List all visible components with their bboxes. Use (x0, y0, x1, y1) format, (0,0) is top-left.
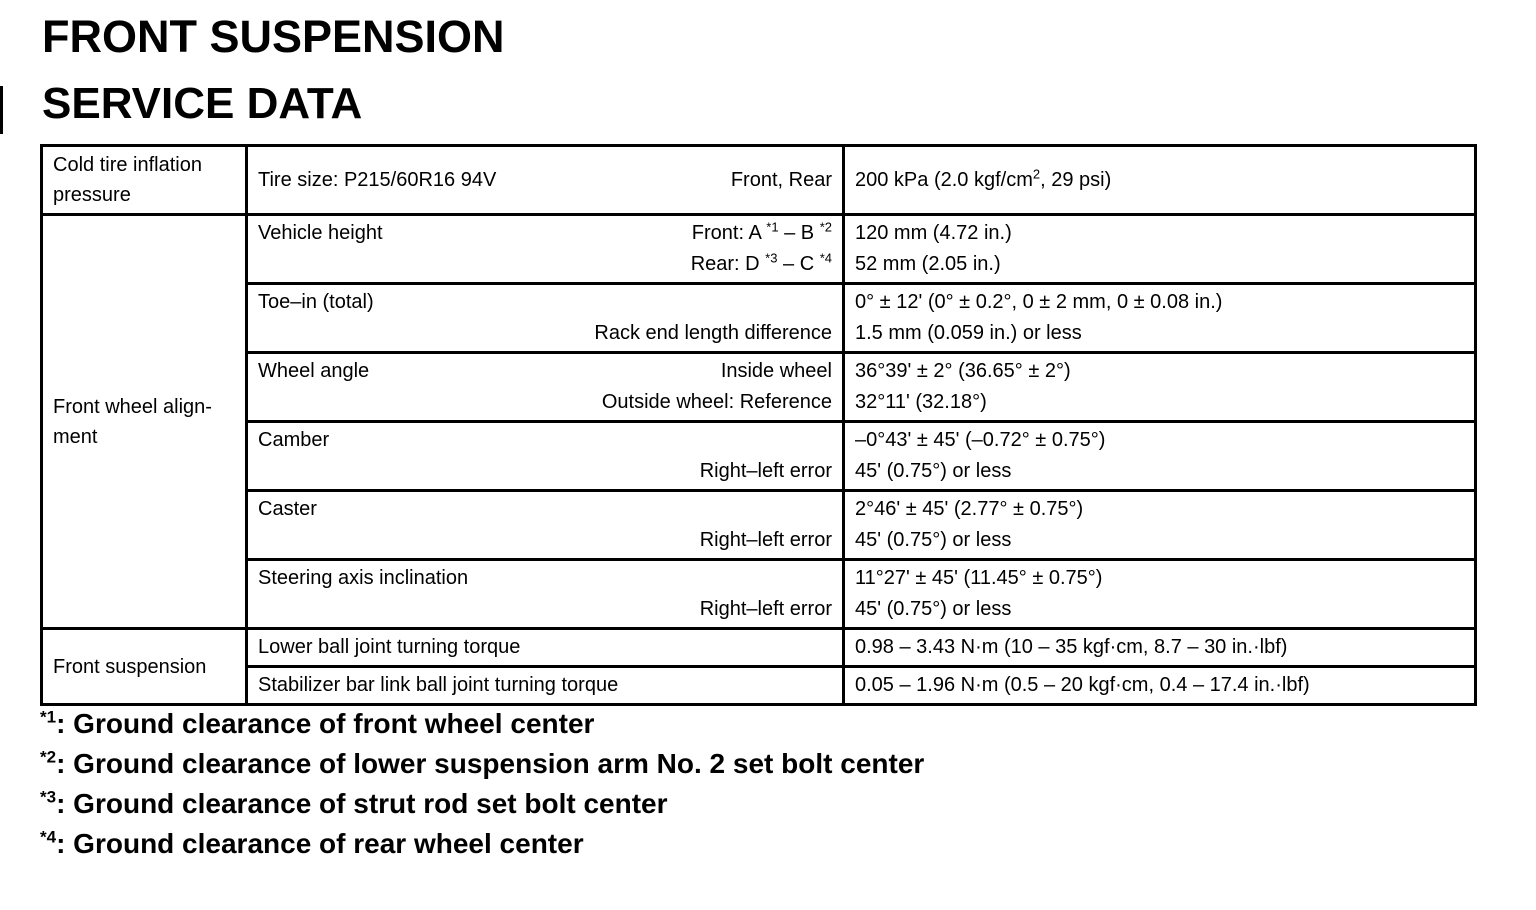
table-row-stabilizer-link (42, 667, 1476, 705)
item-cell-tire-size (247, 146, 844, 215)
page-title: FRONT SUSPENSION (42, 11, 505, 62)
camber-error-label: Right–left error (699, 460, 832, 482)
footnote-3 (40, 784, 924, 824)
camber-error-value: 45' (0.75°) or less (855, 460, 1012, 482)
value-cell-vehicle-height (844, 215, 1476, 284)
item-cell-toe-in (247, 284, 844, 353)
footnote-mark: *2 (40, 747, 57, 767)
tire-pressure-value: 200 kPa (2.0 kgf/cm (855, 168, 1033, 191)
section-title: SERVICE DATA (42, 79, 363, 128)
steering-axis-label: Steering axis inclination (258, 567, 469, 589)
table-row-tire-pressure (42, 146, 1476, 215)
category-cell-front-wheel-alignment: Front wheel align- ment (42, 215, 247, 629)
footnote-4 (40, 824, 924, 864)
tire-condition: Front, Rear (730, 168, 832, 191)
item-cell-caster (247, 491, 844, 560)
caster-label: Caster (258, 498, 317, 520)
item-cell-steering-axis (247, 560, 844, 629)
item-cell-vehicle-height (247, 215, 844, 284)
stabilizer-link-value: 0.05 – 1.96 N·m (0.5 – 20 kgf·cm, 0.4 – 17.4 in.·lbf) (855, 674, 1310, 696)
stabilizer-link-label: Stabilizer bar link ball joint turning torque (258, 674, 619, 696)
item-cell-wheel-angle (247, 353, 844, 422)
caster-value: 2°46' ± 45' (2.77° ± 0.75°) (855, 498, 1084, 520)
inside-wheel-value: 36°39' ± 2° (36.65° ± 2°) (855, 360, 1071, 382)
rack-end-label: Rack end length difference (594, 322, 832, 344)
footnote-2 (40, 744, 924, 784)
rack-end-value: 1.5 mm (0.059 in.) or less (855, 322, 1082, 344)
table-row-caster (42, 491, 1476, 560)
table-row-toe-in (42, 284, 1476, 353)
value-cell-toe-in (844, 284, 1476, 353)
footnote-text: : Ground clearance of front wheel center (56, 708, 595, 739)
steering-axis-value: 11°27' ± 45' (11.45° ± 0.75°) (855, 567, 1103, 589)
value-cell-wheel-angle (844, 353, 1476, 422)
tire-size-label: Tire size: P215/60R16 94V (258, 168, 497, 191)
wheel-angle-label: Wheel angle (258, 360, 370, 382)
table-row-lower-ball-joint (42, 629, 1476, 667)
category-cell-tire-pressure: Cold tire inflation pressure (42, 146, 247, 215)
item-cell-camber (247, 422, 844, 491)
value-cell-tire-pressure (844, 146, 1476, 215)
footnote-mark: *3 (40, 787, 57, 807)
value-cell-caster (844, 491, 1476, 560)
outside-wheel-value: 32°11' (32.18°) (855, 391, 987, 413)
footnote-mark: *4 (40, 827, 57, 847)
category-cell-front-suspension: Front suspension (42, 629, 247, 705)
footnote-1 (40, 704, 924, 744)
page-edge-mark (0, 86, 3, 134)
footnote-mark: *1 (40, 707, 57, 727)
vehicle-height-rear-label: Rear: D $^{*3}$ – C $^{*4}$ (690, 250, 832, 275)
toe-in-value: 0° ± 12' (0° ± 0.2°, 0 ± 2 mm, 0 ± 0.08 in.) (855, 291, 1223, 313)
steering-error-label: Right–left error (699, 598, 832, 620)
footnotes (40, 704, 924, 864)
vehicle-height-front-value: 120 mm (4.72 in.) (855, 222, 1012, 244)
value-cell-stabilizer-link (844, 667, 1476, 705)
table-row-steering-axis (42, 560, 1476, 629)
value-cell-camber (844, 422, 1476, 491)
vehicle-height-rear-value: 52 mm (2.05 in.) (855, 253, 1001, 275)
vehicle-height-front-label: Front: A $^{*1}$ – B $^{*2}$ (691, 219, 832, 244)
table-row-camber (42, 422, 1476, 491)
table-row-vehicle-height (42, 215, 1476, 284)
footnote-text: : Ground clearance of rear wheel center (56, 828, 584, 859)
caster-error-value: 45' (0.75°) or less (855, 529, 1012, 551)
toe-in-label: Toe–in (total) (258, 291, 374, 313)
lower-ball-joint-value: 0.98 – 3.43 N·m (10 – 35 kgf·cm, 8.7 – 30 in.·lbf) (855, 636, 1288, 658)
inside-wheel-label: Inside wheel (720, 360, 832, 382)
tire-pressure-superscript: 2 (1032, 165, 1041, 181)
service-data-table (40, 144, 1477, 706)
item-cell-lower-ball-joint (247, 629, 844, 667)
value-cell-lower-ball-joint (844, 629, 1476, 667)
tire-pressure-value-end: , 29 psi) (1040, 168, 1112, 191)
caster-error-label: Right–left error (699, 529, 832, 551)
footnote-text: : Ground clearance of lower suspension arm No. 2 set bolt center (56, 748, 925, 779)
lower-ball-joint-label: Lower ball joint turning torque (258, 636, 521, 658)
table-row-wheel-angle (42, 353, 1476, 422)
steering-error-value: 45' (0.75°) or less (855, 598, 1012, 620)
camber-value: –0°43' ± 45' (–0.72° ± 0.75°) (855, 429, 1106, 451)
vehicle-height-label: Vehicle height (258, 222, 383, 244)
camber-label: Camber (258, 429, 330, 451)
outside-wheel-label: Outside wheel: Reference (601, 391, 832, 413)
value-cell-steering-axis (844, 560, 1476, 629)
footnote-text: : Ground clearance of strut rod set bolt center (56, 788, 668, 819)
item-cell-stabilizer-link (247, 667, 844, 705)
